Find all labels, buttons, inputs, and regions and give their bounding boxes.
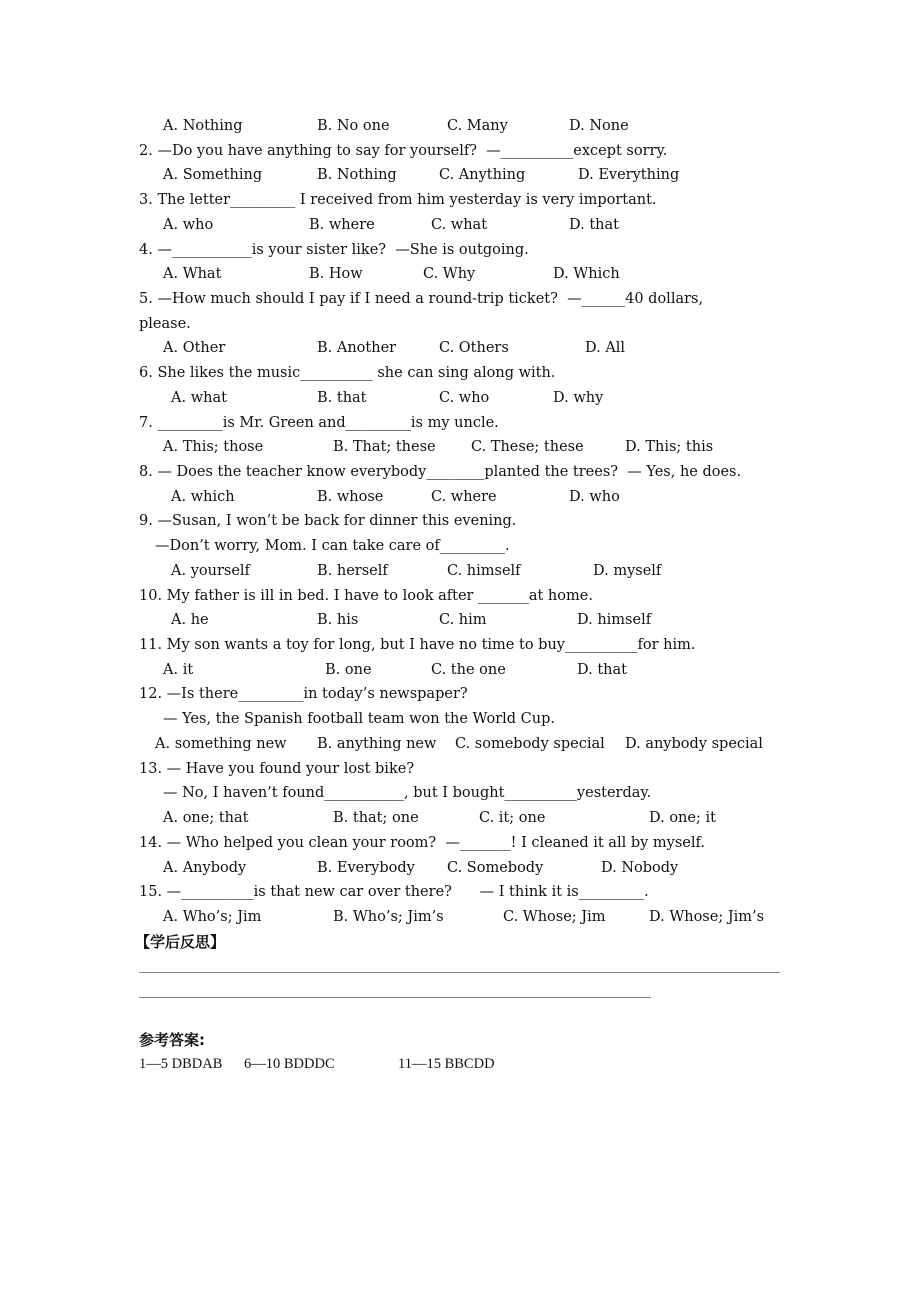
q1-option-b: B. No one xyxy=(317,118,390,134)
q7-option-a: A. This; those xyxy=(163,439,264,455)
q15-option-c: C. Whose; Jim xyxy=(503,909,606,925)
q9-option-c: C. himself xyxy=(447,563,521,579)
q15-option-b: B. Who’s; Jim’s xyxy=(333,909,444,925)
q15-option-a: A. Who’s; Jim xyxy=(163,909,262,925)
q6-option-b: B. that xyxy=(317,390,367,406)
q14-option-a: A. Anybody xyxy=(163,860,247,876)
q3-option-c: C. what xyxy=(431,217,488,233)
q8-stem: 8. — Does the teacher know everybody________planted the trees? — Yes, he does. xyxy=(139,464,742,480)
q12-option-c: C. somebody special xyxy=(455,736,605,752)
q2-option-b: B. Nothing xyxy=(317,167,397,183)
q14-stem: 14. — Who helped you clean your room? —_______! I cleaned it all by myself. xyxy=(139,835,705,851)
reflection-line-2 xyxy=(139,997,651,998)
q11-option-b: B. one xyxy=(325,662,372,678)
q13-option-d: D. one; it xyxy=(649,810,716,826)
q6-option-d: D. why xyxy=(553,390,604,406)
q9-option-a: A. yourself xyxy=(171,563,250,579)
q9-option-b: B. herself xyxy=(317,563,388,579)
q7-option-c: C. These; these xyxy=(471,439,584,455)
q9-stem: 9. —Susan, I won’t be back for dinner this evening. xyxy=(139,513,517,529)
q4-option-b: B. How xyxy=(309,266,363,282)
answers-group-2: 6—10 BDDDC xyxy=(244,1056,335,1072)
q9-option-d: D. myself xyxy=(593,563,662,579)
answers-group-1: 1—5 DBDAB xyxy=(139,1056,223,1072)
q3-option-b: B. where xyxy=(309,217,375,233)
q2-option-d: D. Everything xyxy=(578,167,680,183)
q6-stem: 6. She likes the music__________ she can sing along with. xyxy=(139,365,556,381)
q1-option-a: A. Nothing xyxy=(163,118,243,134)
q5-stem: 5. —How much should I pay if I need a round-trip ticket? —______40 dollars, xyxy=(139,291,704,307)
q5-option-d: D. All xyxy=(585,340,626,356)
q15-option-d: D. Whose; Jim’s xyxy=(649,909,765,925)
q10-option-d: D. himself xyxy=(577,612,652,628)
q12-stem-cont: — Yes, the Spanish football team won the World Cup. xyxy=(163,711,555,727)
q10-option-c: C. him xyxy=(439,612,487,628)
q15-stem: 15. —__________is that new car over there? — I think it is_________. xyxy=(139,884,649,900)
answers-heading: 参考答案: xyxy=(139,1031,205,1049)
q2-option-c: C. Anything xyxy=(439,167,526,183)
q14-option-c: C. Somebody xyxy=(447,860,544,876)
q5-option-b: B. Another xyxy=(317,340,397,356)
q13-option-c: C. it; one xyxy=(479,810,546,826)
q13-option-b: B. that; one xyxy=(333,810,419,826)
q12-stem: 12. —Is there_________in today’s newspaper? xyxy=(139,686,468,702)
reflection-line-1 xyxy=(139,972,780,973)
q14-option-d: D. Nobody xyxy=(601,860,679,876)
q12-option-a: A. something new xyxy=(155,736,287,752)
reflection-heading: 【学后反思】 xyxy=(135,933,226,951)
q9-stem-cont: —Don’t worry, Mom. I can take care of_________. xyxy=(155,538,510,554)
q5-option-c: C. Others xyxy=(439,340,509,356)
q13-stem-cont: — No, I haven’t found___________, but I bought__________yesterday. xyxy=(163,785,652,801)
q8-option-c: C. where xyxy=(431,489,497,505)
q7-option-b: B. That; these xyxy=(333,439,436,455)
q11-option-a: A. it xyxy=(163,662,194,678)
q10-stem: 10. My father is ill in bed. I have to look after _______at home. xyxy=(139,588,593,604)
q1-option-c: C. Many xyxy=(447,118,508,134)
q13-option-a: A. one; that xyxy=(163,810,249,826)
q1-option-d: D. None xyxy=(569,118,629,134)
q11-option-d: D. that xyxy=(577,662,627,678)
q3-stem: 3. The letter_________ I received from him yesterday is very important. xyxy=(139,192,657,208)
q2-stem: 2. —Do you have anything to say for yourself? —__________except sorry. xyxy=(139,143,668,159)
q5-stem-cont: please. xyxy=(139,316,191,332)
q4-stem: 4. —___________is your sister like? —She is outgoing. xyxy=(139,242,529,258)
q7-stem: 7. _________is Mr. Green and_________is my uncle. xyxy=(139,415,499,431)
q11-option-c: C. the one xyxy=(431,662,506,678)
q5-option-a: A. Other xyxy=(163,340,226,356)
q12-option-b: B. anything new xyxy=(317,736,437,752)
q3-option-d: D. that xyxy=(569,217,619,233)
q10-option-b: B. his xyxy=(317,612,359,628)
answers-group-3: 11—15 BBCDD xyxy=(398,1056,495,1072)
q7-option-d: D. This; this xyxy=(625,439,714,455)
q6-option-c: C. who xyxy=(439,390,490,406)
q13-stem: 13. — Have you found your lost bike? xyxy=(139,761,415,777)
q3-option-a: A. who xyxy=(163,217,214,233)
q8-option-a: A. which xyxy=(171,489,235,505)
q12-option-d: D. anybody special xyxy=(625,736,763,752)
q6-option-a: A. what xyxy=(171,390,227,406)
q8-option-b: B. whose xyxy=(317,489,384,505)
q4-option-a: A. What xyxy=(163,266,222,282)
q2-option-a: A. Something xyxy=(163,167,263,183)
q14-option-b: B. Everybody xyxy=(317,860,415,876)
q4-option-c: C. Why xyxy=(423,266,476,282)
q10-option-a: A. he xyxy=(171,612,209,628)
q8-option-d: D. who xyxy=(569,489,620,505)
q11-stem: 11. My son wants a toy for long, but I have no time to buy__________for him. xyxy=(139,637,696,653)
q4-option-d: D. Which xyxy=(553,266,620,282)
